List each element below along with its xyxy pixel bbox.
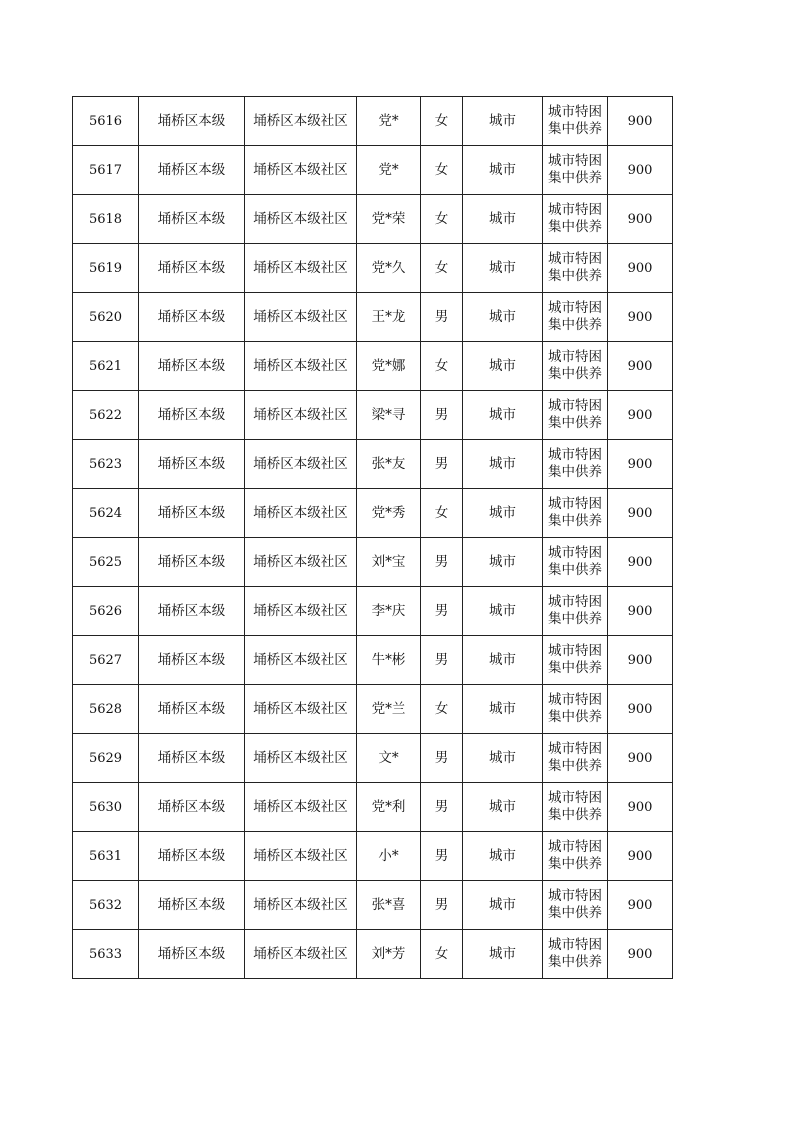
support-type-line-1: 城市特困: [548, 300, 602, 316]
support-type-line-1: 城市特困: [548, 251, 602, 267]
cell-amount: 900: [608, 832, 673, 881]
table-row: [73, 783, 673, 832]
cell-gender: 女: [421, 146, 463, 195]
cell-support-type: [543, 783, 608, 832]
cell-support-type: [543, 440, 608, 489]
cell-person-name: 小*: [357, 832, 421, 881]
support-type-line-2: 集中供养: [548, 415, 602, 431]
cell-serial-number: 5623: [73, 440, 139, 489]
cell-amount: 900: [608, 97, 673, 146]
table-row: [73, 930, 673, 979]
cell-area-type: 城市: [463, 685, 543, 734]
cell-support-type: [543, 832, 608, 881]
cell-person-name: 党*荣: [357, 195, 421, 244]
cell-serial-number: 5627: [73, 636, 139, 685]
support-type-line-2: 集中供养: [548, 268, 602, 284]
cell-district: 埇桥区本级: [139, 195, 245, 244]
support-type-line-2: 集中供养: [548, 856, 602, 872]
cell-serial-number: 5626: [73, 587, 139, 636]
cell-district: 埇桥区本级: [139, 930, 245, 979]
cell-area-type: 城市: [463, 783, 543, 832]
cell-gender: 男: [421, 783, 463, 832]
cell-gender: 男: [421, 293, 463, 342]
cell-district: 埇桥区本级: [139, 293, 245, 342]
cell-support-type: [543, 97, 608, 146]
table-row: [73, 587, 673, 636]
cell-community: 埇桥区本级社区: [245, 146, 357, 195]
cell-gender: 女: [421, 342, 463, 391]
cell-district: 埇桥区本级: [139, 538, 245, 587]
cell-community: 埇桥区本级社区: [245, 832, 357, 881]
cell-community: 埇桥区本级社区: [245, 636, 357, 685]
table-row: [73, 881, 673, 930]
support-type-line-2: 集中供养: [548, 170, 602, 186]
cell-person-name: 刘*宝: [357, 538, 421, 587]
cell-person-name: 牛*彬: [357, 636, 421, 685]
support-type-line-1: 城市特困: [548, 349, 602, 365]
support-type-line-2: 集中供养: [548, 121, 602, 137]
cell-amount: 900: [608, 244, 673, 293]
cell-amount: 900: [608, 685, 673, 734]
support-type-line-1: 城市特困: [548, 692, 602, 708]
cell-area-type: 城市: [463, 440, 543, 489]
cell-district: 埇桥区本级: [139, 440, 245, 489]
cell-serial-number: 5629: [73, 734, 139, 783]
table-row: [73, 391, 673, 440]
support-type-line-2: 集中供养: [548, 366, 602, 382]
cell-community: 埇桥区本级社区: [245, 293, 357, 342]
table-row: [73, 832, 673, 881]
support-type-line-2: 集中供养: [548, 758, 602, 774]
cell-area-type: 城市: [463, 342, 543, 391]
cell-support-type: [543, 293, 608, 342]
cell-serial-number: 5616: [73, 97, 139, 146]
support-type-line-1: 城市特困: [548, 153, 602, 169]
support-type-line-2: 集中供养: [548, 219, 602, 235]
support-type-line-1: 城市特困: [548, 594, 602, 610]
support-type-line-1: 城市特困: [548, 496, 602, 512]
cell-person-name: 张*友: [357, 440, 421, 489]
cell-area-type: 城市: [463, 636, 543, 685]
cell-community: 埇桥区本级社区: [245, 97, 357, 146]
support-type-line-2: 集中供养: [548, 317, 602, 333]
support-type-line-1: 城市特困: [548, 888, 602, 904]
cell-amount: 900: [608, 734, 673, 783]
support-type-line-1: 城市特困: [548, 202, 602, 218]
support-type-line-1: 城市特困: [548, 790, 602, 806]
table-row: [73, 293, 673, 342]
cell-community: 埇桥区本级社区: [245, 391, 357, 440]
cell-gender: 女: [421, 244, 463, 293]
table-row: [73, 146, 673, 195]
cell-district: 埇桥区本级: [139, 97, 245, 146]
cell-district: 埇桥区本级: [139, 391, 245, 440]
cell-support-type: [543, 685, 608, 734]
cell-district: 埇桥区本级: [139, 244, 245, 293]
support-type-line-2: 集中供养: [548, 807, 602, 823]
support-type-line-2: 集中供养: [548, 709, 602, 725]
table-row: [73, 195, 673, 244]
cell-area-type: 城市: [463, 97, 543, 146]
cell-gender: 男: [421, 440, 463, 489]
cell-community: 埇桥区本级社区: [245, 195, 357, 244]
cell-district: 埇桥区本级: [139, 489, 245, 538]
cell-community: 埇桥区本级社区: [245, 685, 357, 734]
cell-person-name: 梁*寻: [357, 391, 421, 440]
cell-support-type: [543, 930, 608, 979]
cell-district: 埇桥区本级: [139, 832, 245, 881]
cell-person-name: 党*久: [357, 244, 421, 293]
cell-serial-number: 5633: [73, 930, 139, 979]
cell-amount: 900: [608, 930, 673, 979]
cell-amount: 900: [608, 489, 673, 538]
cell-amount: 900: [608, 440, 673, 489]
cell-support-type: [543, 342, 608, 391]
support-type-line-2: 集中供养: [548, 513, 602, 529]
cell-amount: 900: [608, 146, 673, 195]
cell-gender: 男: [421, 734, 463, 783]
cell-gender: 女: [421, 489, 463, 538]
cell-serial-number: 5617: [73, 146, 139, 195]
cell-area-type: 城市: [463, 391, 543, 440]
table-row: [73, 244, 673, 293]
cell-gender: 女: [421, 195, 463, 244]
cell-amount: 900: [608, 783, 673, 832]
cell-area-type: 城市: [463, 293, 543, 342]
cell-amount: 900: [608, 881, 673, 930]
table-row: [73, 489, 673, 538]
cell-amount: 900: [608, 293, 673, 342]
cell-serial-number: 5631: [73, 832, 139, 881]
support-type-line-1: 城市特困: [548, 398, 602, 414]
table-body: [73, 97, 673, 979]
cell-person-name: 王*龙: [357, 293, 421, 342]
cell-district: 埇桥区本级: [139, 685, 245, 734]
cell-serial-number: 5622: [73, 391, 139, 440]
cell-community: 埇桥区本级社区: [245, 538, 357, 587]
cell-support-type: [543, 734, 608, 783]
cell-person-name: 刘*芳: [357, 930, 421, 979]
cell-person-name: 文*: [357, 734, 421, 783]
cell-amount: 900: [608, 538, 673, 587]
cell-gender: 男: [421, 881, 463, 930]
support-type-line-2: 集中供养: [548, 905, 602, 921]
table-row: [73, 734, 673, 783]
cell-gender: 女: [421, 97, 463, 146]
support-type-line-2: 集中供养: [548, 660, 602, 676]
cell-area-type: 城市: [463, 244, 543, 293]
cell-person-name: 党*娜: [357, 342, 421, 391]
cell-support-type: [543, 244, 608, 293]
cell-community: 埇桥区本级社区: [245, 587, 357, 636]
table-row: [73, 636, 673, 685]
table-row: [73, 97, 673, 146]
records-table: [72, 96, 673, 979]
support-type-line-1: 城市特困: [548, 937, 602, 953]
cell-amount: 900: [608, 391, 673, 440]
cell-area-type: 城市: [463, 587, 543, 636]
cell-amount: 900: [608, 636, 673, 685]
cell-serial-number: 5619: [73, 244, 139, 293]
cell-serial-number: 5625: [73, 538, 139, 587]
cell-person-name: 党*: [357, 146, 421, 195]
cell-serial-number: 5620: [73, 293, 139, 342]
cell-amount: 900: [608, 342, 673, 391]
cell-support-type: [543, 587, 608, 636]
cell-district: 埇桥区本级: [139, 783, 245, 832]
cell-gender: 女: [421, 930, 463, 979]
cell-area-type: 城市: [463, 538, 543, 587]
cell-gender: 男: [421, 636, 463, 685]
cell-person-name: 党*兰: [357, 685, 421, 734]
cell-area-type: 城市: [463, 734, 543, 783]
cell-gender: 男: [421, 587, 463, 636]
cell-area-type: 城市: [463, 146, 543, 195]
cell-area-type: 城市: [463, 881, 543, 930]
cell-gender: 女: [421, 685, 463, 734]
cell-serial-number: 5630: [73, 783, 139, 832]
cell-person-name: 党*利: [357, 783, 421, 832]
cell-community: 埇桥区本级社区: [245, 244, 357, 293]
cell-community: 埇桥区本级社区: [245, 342, 357, 391]
cell-district: 埇桥区本级: [139, 734, 245, 783]
cell-support-type: [543, 195, 608, 244]
support-type-line-2: 集中供养: [548, 954, 602, 970]
table-row: [73, 685, 673, 734]
cell-support-type: [543, 146, 608, 195]
cell-gender: 男: [421, 832, 463, 881]
cell-community: 埇桥区本级社区: [245, 881, 357, 930]
support-type-line-1: 城市特困: [548, 839, 602, 855]
cell-support-type: [543, 538, 608, 587]
support-type-line-1: 城市特困: [548, 545, 602, 561]
cell-amount: 900: [608, 587, 673, 636]
cell-area-type: 城市: [463, 930, 543, 979]
cell-district: 埇桥区本级: [139, 636, 245, 685]
cell-person-name: 党*: [357, 97, 421, 146]
support-type-line-2: 集中供养: [548, 562, 602, 578]
support-type-line-2: 集中供养: [548, 611, 602, 627]
cell-support-type: [543, 391, 608, 440]
cell-gender: 男: [421, 538, 463, 587]
cell-person-name: 党*秀: [357, 489, 421, 538]
cell-support-type: [543, 636, 608, 685]
table-row: [73, 440, 673, 489]
cell-community: 埇桥区本级社区: [245, 734, 357, 783]
support-type-line-1: 城市特困: [548, 643, 602, 659]
cell-district: 埇桥区本级: [139, 146, 245, 195]
cell-amount: 900: [608, 195, 673, 244]
cell-serial-number: 5618: [73, 195, 139, 244]
cell-person-name: 张*喜: [357, 881, 421, 930]
cell-gender: 男: [421, 391, 463, 440]
cell-person-name: 李*庆: [357, 587, 421, 636]
cell-serial-number: 5621: [73, 342, 139, 391]
cell-area-type: 城市: [463, 832, 543, 881]
cell-community: 埇桥区本级社区: [245, 440, 357, 489]
cell-area-type: 城市: [463, 489, 543, 538]
support-type-line-1: 城市特困: [548, 741, 602, 757]
cell-community: 埇桥区本级社区: [245, 489, 357, 538]
cell-serial-number: 5632: [73, 881, 139, 930]
support-type-line-1: 城市特困: [548, 104, 602, 120]
cell-district: 埇桥区本级: [139, 342, 245, 391]
table-row: [73, 538, 673, 587]
cell-community: 埇桥区本级社区: [245, 783, 357, 832]
cell-community: 埇桥区本级社区: [245, 930, 357, 979]
cell-district: 埇桥区本级: [139, 587, 245, 636]
support-type-line-2: 集中供养: [548, 464, 602, 480]
support-type-line-1: 城市特困: [548, 447, 602, 463]
cell-serial-number: 5628: [73, 685, 139, 734]
cell-district: 埇桥区本级: [139, 881, 245, 930]
cell-support-type: [543, 489, 608, 538]
cell-area-type: 城市: [463, 195, 543, 244]
table-row: [73, 342, 673, 391]
cell-serial-number: 5624: [73, 489, 139, 538]
cell-support-type: [543, 881, 608, 930]
